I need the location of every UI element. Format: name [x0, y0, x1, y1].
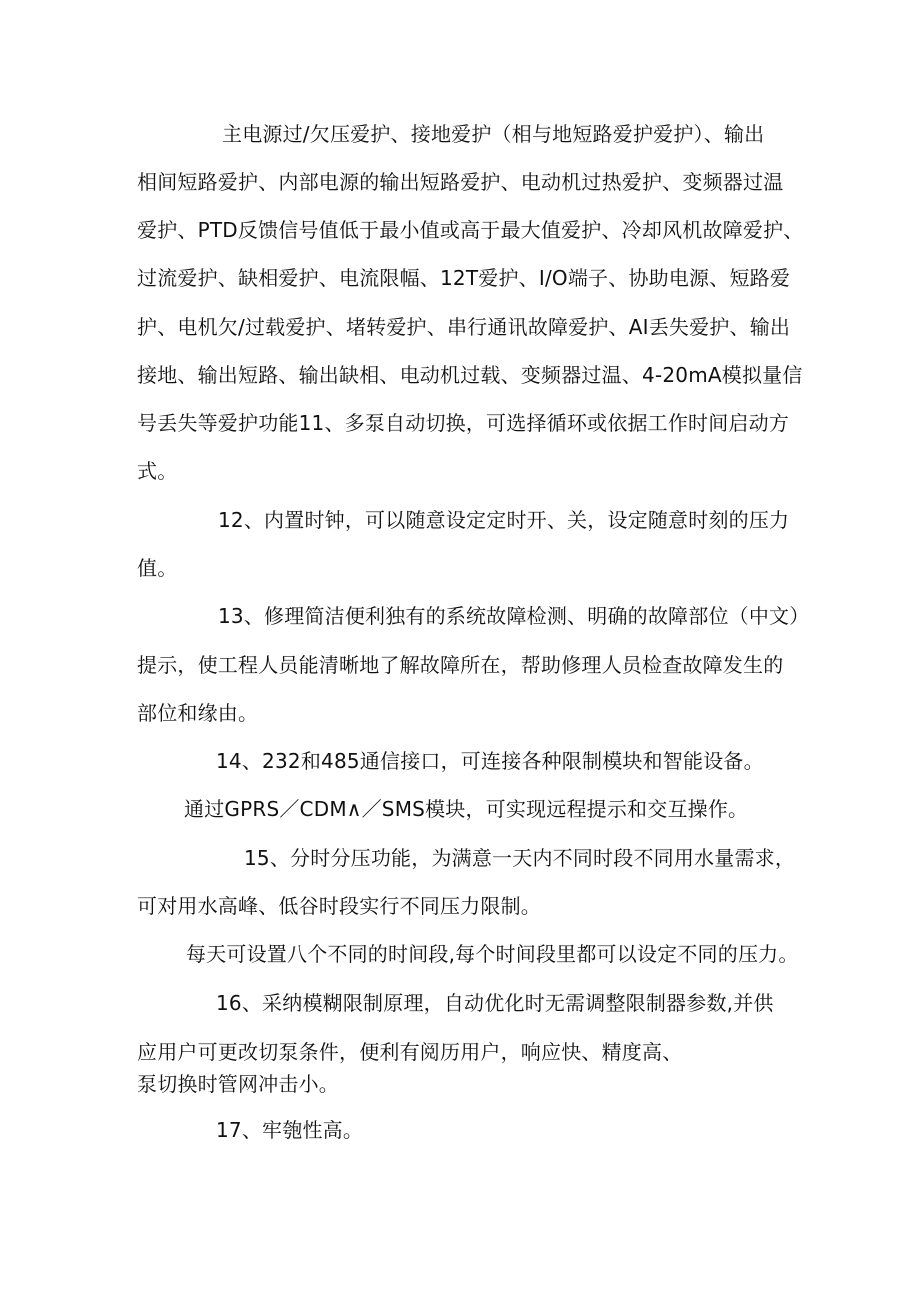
text-line: 相间短路爱护、内部电源的输出短路爱护、电动机过热爱护、变频器过温: [137, 170, 784, 194]
text-line: 接地、输出短路、输出缺相、电动机过载、变频器过温、4-20mA模拟量信: [137, 363, 803, 387]
text-line: 可对用水高峰、低谷时段实行不同压力限制。: [137, 894, 541, 918]
text-line: 护、电机欠/过载爱护、堵转爱护、串行通讯故障爱护、AI丢失爱护、输出: [137, 315, 791, 339]
text-line: 号丢失等爱护功能11、多泵自动切换，可选择循环或依据工作时间启动方: [137, 411, 790, 435]
text-line: 15、分时分压功能，为满意一天内不同时段不同用水量需求，: [244, 846, 796, 870]
text-line: 14、232和485通信接口，可连接各种限制模块和智能设备。: [216, 749, 764, 773]
text-line: 值。: [137, 556, 178, 580]
text-line: 应用户可更改切泵条件，便利有阅历用户，响应快、精度高、: [137, 1040, 683, 1064]
text-line: 部位和缘由。: [137, 701, 259, 725]
text-line: 17、牢匏性高。: [216, 1118, 364, 1142]
text-line: 过流爱护、缺相爱护、电流限幅、12T爱护、I/O端子、协助电源、短路爱: [137, 266, 791, 290]
text-line: 通过GPRS／CDM∧／SMS模块，可实现远程提示和交互操作。: [184, 797, 749, 821]
text-line: 主电源过/欠压爱护、接地爱护（相与地短路爱护爱护）、输出: [222, 122, 765, 146]
text-line: 泵切换时管网冲击小。: [137, 1072, 339, 1096]
text-line: 16、采纳模糊限制原理，自动优化时无需调整限制器参数,并供: [216, 991, 774, 1015]
text-line: 式。: [137, 459, 178, 483]
text-line: 爱护、PTD反馈信号值低于最小值或高于最大值爱护、冷却风机故障爱护、: [137, 218, 804, 242]
text-line: 提示，使工程人员能清晰地了解故障所在，帮助修理人员检查故障发生的: [137, 653, 784, 677]
text-line: 13、修理简洁便利独有的系统故障检测、明确的故障部位（中文）: [218, 604, 810, 628]
text-line: 每天可设置八个不同的时间段,每个时间段里都可以设定不同的压力。: [186, 942, 799, 966]
text-line: 12、内置时钟，可以随意设定定时开、关，设定随意时刻的压力: [218, 508, 790, 532]
